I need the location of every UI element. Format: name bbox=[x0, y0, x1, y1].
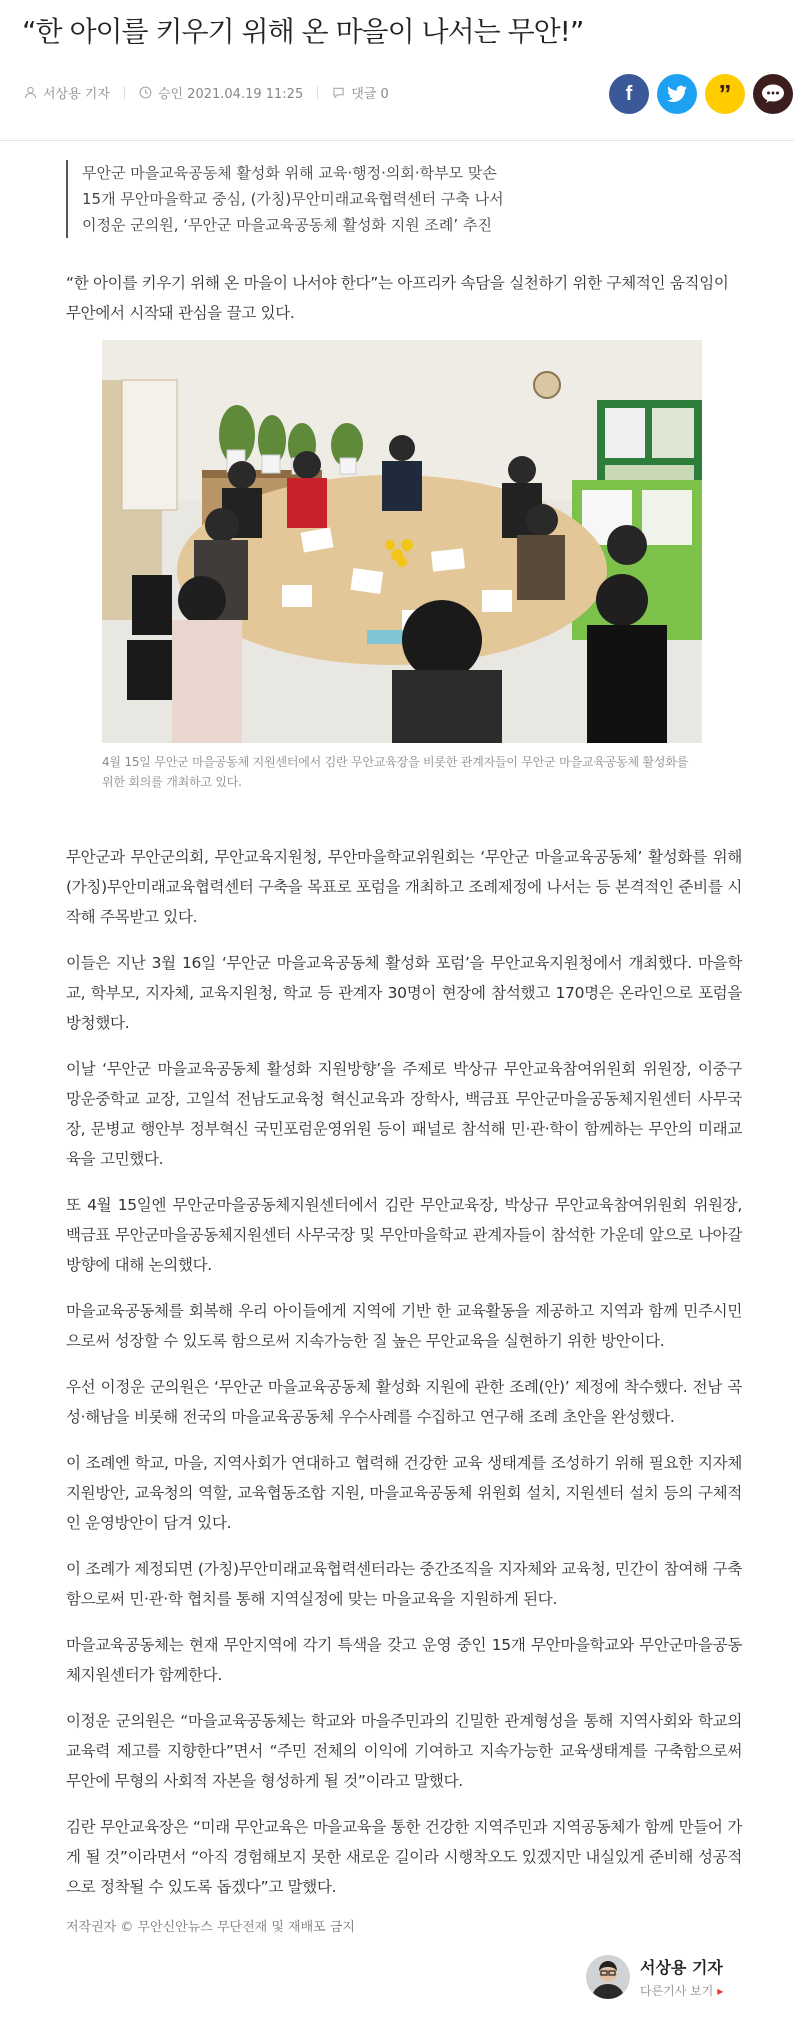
more-articles-link[interactable]: 다른기사 보기 ▸ bbox=[640, 1984, 724, 1998]
author-info bbox=[640, 1955, 723, 1999]
comment-icon bbox=[332, 86, 345, 99]
clock-icon bbox=[139, 86, 152, 99]
reporter-name: 서상용 기자 bbox=[43, 86, 110, 102]
body-paragraph: 이날 ‘무안군 마을교육공동체 활성화 지원방향’을 주제로 박상규 무안교육참여위원회 위원장, 이중구 망운중학교 교장, 고일석 전남도교육청 혁신교육과 장학사, 백금표 무안군마을공동체지원센터 사무국장, 문병교 행안부 정부혁신 국민포럼운영위원 등이 패널로 참석해 민·관·학이 함께하는 무안의 미래교육을 고민했다. bbox=[66, 1060, 742, 1168]
author-box[interactable] bbox=[586, 1955, 723, 1999]
body-paragraph: 김란 무안교육장은 “미래 무안교육은 마을교육을 통한 건강한 지역주민과 지역공동체가 함께 만들어 가게 될 것”이라면서 “아직 경험해보지 못한 새로운 길이라 시행착오도 있겠지만 내실있게 준비해 성공적으로 정착될 수 있도록 돕겠다”고 말했다. bbox=[66, 1818, 742, 1896]
summary-line: 15개 무안마을학교 중심, (가칭)무안미래교육협력센터 구축 나서 bbox=[82, 190, 504, 208]
body-paragraph: 이들은 지난 3월 16일 ‘무안군 마을교육공동체 활성화 포럼’을 무안교육지원청에서 개최했다. 마을학교, 학부모, 지자체, 교육지원청, 학교 등 관계자 30명이 현장에 참석했고 170명은 온라인으로 포럼을 방청했다. bbox=[66, 954, 742, 1032]
facebook-icon: f bbox=[625, 82, 633, 105]
body-paragraph: 마을교육공동체를 회복해 우리 아이들에게 지역에 기반 한 교육활동을 제공하고 지역과 함께 민주시민으로써 성장할 수 있도록 함으로써 지속가능한 질 높은 무안교육을 실현하기 위한 방안이다. bbox=[66, 1302, 742, 1350]
approved-date: 승인 2021.04.19 11:25 bbox=[157, 86, 304, 102]
body-paragraph: 마을교육공동체는 현재 무안지역에 각기 특색을 갖고 운영 중인 15개 무안마을학교와 무안군마을공동체지원센터가 함께한다. bbox=[66, 1636, 742, 1684]
copyright-notice: 저작권자 © 무안신안뉴스 무단전재 및 재배포 금지 bbox=[66, 1920, 355, 1935]
article-meta bbox=[24, 80, 389, 104]
summary-line: 무안군 마을교육공동체 활성화 위해 교육·행정·의회·학부모 맞손 bbox=[82, 164, 497, 182]
body-paragraph: 무안군과 무안군의회, 무안교육지원청, 무안마을학교위원회는 ‘무안군 마을교육공동체’ 활성화를 위해 (가칭)무안미래교육협력센터 구축을 목표로 포럼을 개최하고 조례제정에 나서는 등 본격적인 준비를 시작해 주목받고 있다. bbox=[66, 848, 742, 926]
user-icon bbox=[24, 86, 37, 99]
lead-paragraph: “한 아이를 키우기 위해 온 마을이 나서야 한다”는 아프리카 속담을 실천하기 위한 구체적인 움직임이 무안에서 시작돼 관심을 끌고 있다. bbox=[66, 274, 729, 322]
kakaotalk-icon bbox=[761, 84, 785, 104]
twitter-icon bbox=[667, 85, 687, 103]
summary-line: 이정운 군의원, ‘무안군 마을교육공동체 활성화 지원 조례’ 추진 bbox=[82, 216, 492, 234]
share-buttons bbox=[609, 74, 793, 114]
reporter-info bbox=[24, 83, 110, 102]
body-paragraph: 또 4월 15일엔 무안군마을공동체지원센터에서 김란 무안교육장, 박상규 무안교육참여위원회 위원장, 백금표 무안군마을공동체지원센터 사무국장 및 무안마을학교 관계자들이 참석한 가운데 앞으로 나아갈 방향에 대해 논의했다. bbox=[66, 1196, 742, 1274]
facebook-share-button[interactable] bbox=[609, 74, 649, 114]
header-divider bbox=[0, 140, 794, 141]
article-summary bbox=[66, 160, 762, 238]
article-title: “한 아이를 키우기 위해 온 마을이 나서는 무안!” bbox=[22, 15, 584, 48]
comment-count-label: 댓글 0 bbox=[351, 86, 389, 102]
reporter-avatar-image bbox=[586, 1955, 630, 1999]
body-paragraph: 우선 이정운 군의원은 ‘무안군 마을교육공동체 활성화 지원에 관한 조례(안)’ 제정에 착수했다. 전남 곡성·해남을 비롯해 전국의 마을교육공동체 우수사례를 수집하고 연구해 조례 초안을 완성했다. bbox=[66, 1378, 742, 1426]
photo-caption: 4월 15일 무안군 마을공동체 지원센터에서 김란 무안교육장을 비롯한 관계자들이 무안군 마을교육공동체 활성화를 위한 회의를 개최하고 있다. bbox=[102, 755, 689, 789]
meta-divider bbox=[317, 86, 318, 99]
twitter-share-button[interactable] bbox=[657, 74, 697, 114]
meeting-photo-illustration bbox=[102, 340, 702, 743]
author-name: 서상용 기자 bbox=[640, 1958, 723, 1977]
meta-divider bbox=[124, 86, 125, 99]
body-paragraph: 이 조례엔 학교, 마을, 지역사회가 연대하고 협력해 건강한 교육 생태계를 조성하기 위해 필요한 지자체 지원방안, 교육청의 역할, 교육협동조합 지원, 마을교육공동체 위원회 설치, 지원센터 설치 등의 구체적인 운영방안이 담겨 있다. bbox=[66, 1454, 742, 1532]
article-photo[interactable] bbox=[102, 340, 702, 743]
article-body bbox=[66, 842, 742, 1918]
kakaotalk-share-button[interactable] bbox=[753, 74, 793, 114]
approved-info bbox=[139, 83, 303, 102]
comment-count[interactable] bbox=[332, 83, 389, 102]
kakaostory-share-button[interactable] bbox=[705, 74, 745, 114]
kakaostory-icon: ” bbox=[718, 78, 732, 109]
body-paragraph: 이정운 군의원은 “마을교육공동체는 학교와 마을주민과의 긴밀한 관계형성을 통해 지역사회와 학교의 교육력 제고를 지향한다”면서 “주민 전체의 이익에 기여하고 지속가능한 교육생태계를 구축함으로써 무안에 무형의 사회적 자본을 형성하게 될 것”이라고 말했다. bbox=[66, 1712, 742, 1790]
chevron-right-icon: ▸ bbox=[717, 1984, 724, 1998]
avatar bbox=[586, 1955, 630, 1999]
body-paragraph: 이 조례가 제정되면 (가칭)무안미래교육협력센터라는 중간조직을 지자체와 교육청, 민간이 참여해 구축함으로써 민·관·학 협치를 통해 지역실정에 맞는 마을교육을 지원하게 된다. bbox=[66, 1560, 742, 1608]
